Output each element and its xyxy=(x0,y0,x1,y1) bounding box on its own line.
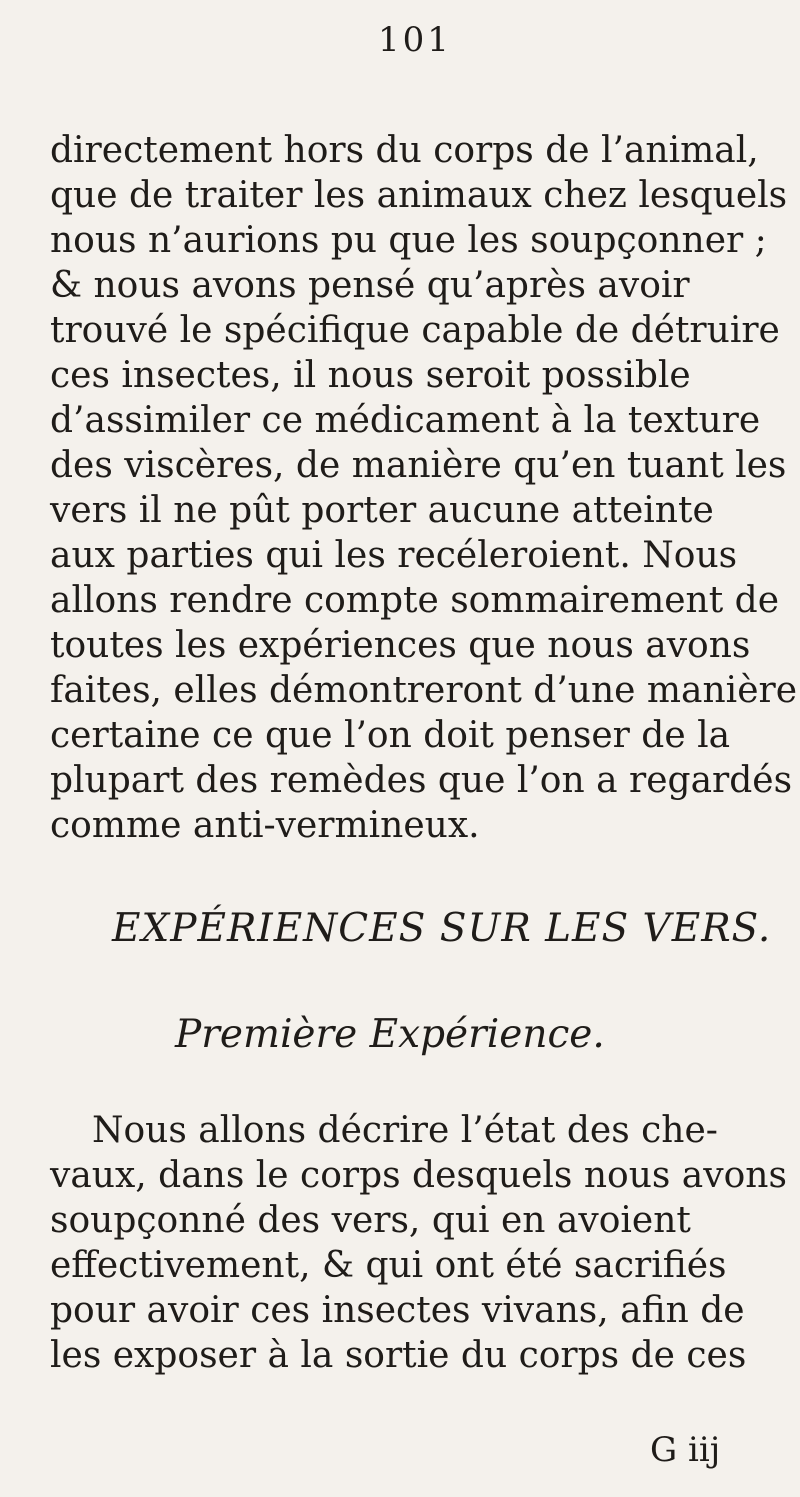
text-line: & nous avons pensé qu’après avoir xyxy=(50,265,690,306)
text-line: directement hors du corps de l’animal, xyxy=(50,130,759,171)
text-line: vers il ne pût porter aucune atteinte xyxy=(50,490,714,531)
text-line: faites, elles démontreront d’une manière xyxy=(50,670,798,711)
text-line: ces insectes, il nous seroit possible xyxy=(50,355,691,396)
text-line: d’assimiler ce médicament à la texture xyxy=(50,400,761,441)
text-line: certaine ce que l’on doit penser de la xyxy=(50,715,731,756)
text-line: plupart des remèdes que l’on a regardés xyxy=(50,760,793,801)
text-line: effectivement, & qui ont été sacrifiés xyxy=(50,1245,727,1286)
text-line: Nous allons décrire l’état des che- xyxy=(92,1110,718,1151)
text-line: allons rendre compte sommairement de xyxy=(50,580,779,621)
section-heading: EXPÉRIENCES SUR LES VERS. xyxy=(112,906,772,951)
text-line: des viscères, de manière qu’en tuant les xyxy=(50,445,787,486)
text-line: vaux, dans le corps desquels nous avons xyxy=(50,1155,787,1196)
text-line: aux parties qui les recéleroient. Nous xyxy=(50,535,738,576)
text-line: toutes les expériences que nous avons xyxy=(50,625,751,666)
text-line: que de traiter les animaux chez lesquels xyxy=(50,175,788,216)
subsection-heading: Première Expérience. xyxy=(175,1012,605,1057)
signature-mark: G iij xyxy=(650,1430,721,1470)
text-line: comme anti-vermineux. xyxy=(50,805,480,846)
text-line: les exposer à la sortie du corps de ces xyxy=(50,1335,747,1376)
text-line: pour avoir ces insectes vivans, afin de xyxy=(50,1290,745,1331)
text-line: nous n’aurions pu que les soupçonner ; xyxy=(50,220,767,261)
text-line: soupçonné des vers, qui en avoient xyxy=(50,1200,691,1241)
page-number: 101 xyxy=(378,20,452,60)
text-line: trouvé le spécifique capable de détruire xyxy=(50,310,780,351)
